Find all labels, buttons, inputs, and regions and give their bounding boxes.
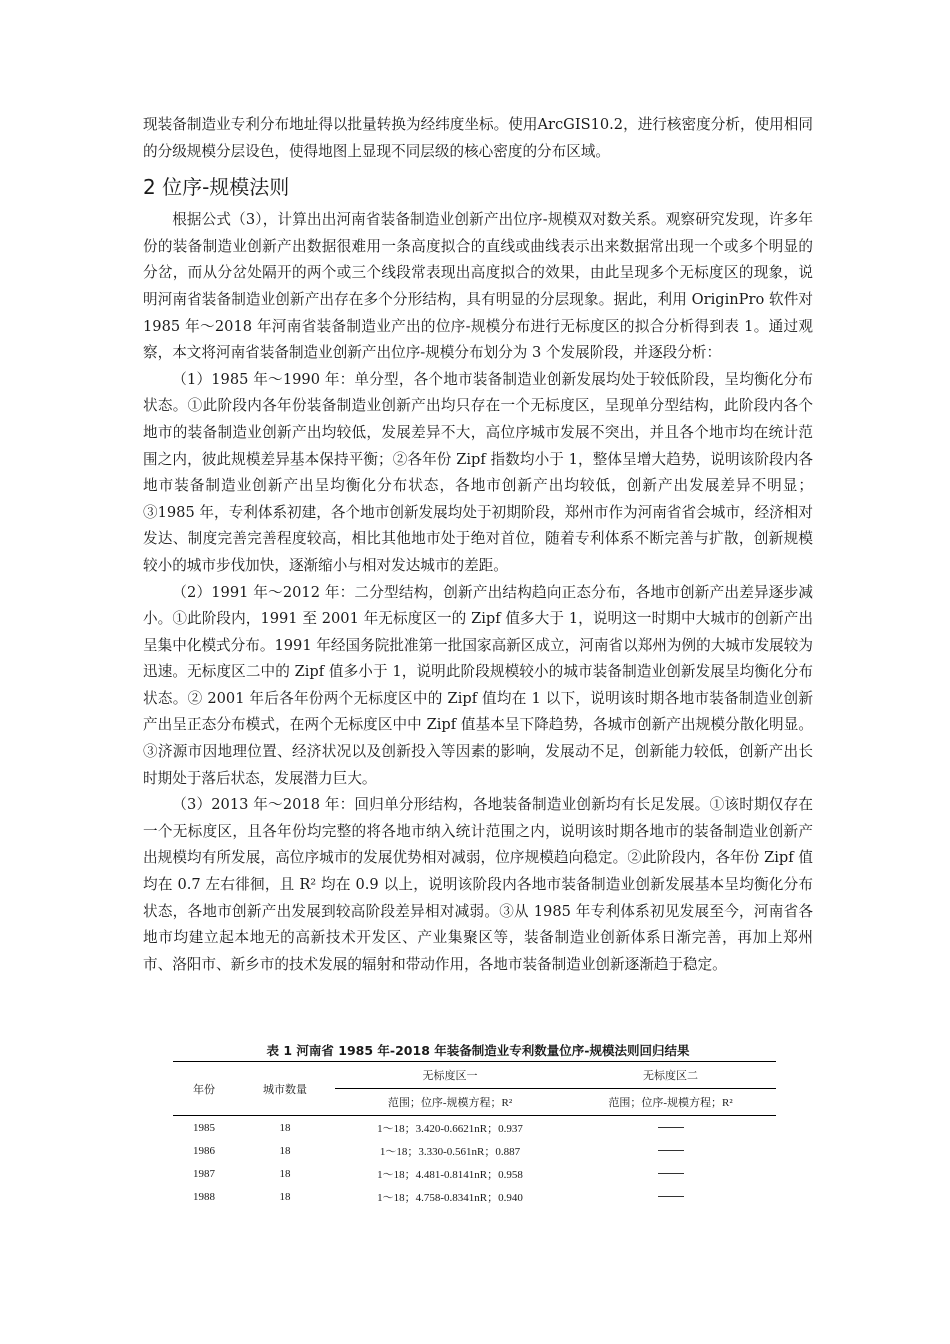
- table-caption: 表 1 河南省 1985 年-2018 年装备制造业专利数量位序-规模法则回归结果: [266, 1043, 690, 1058]
- empty-dash: [658, 1127, 684, 1128]
- header-zone-2: 无标度区二: [565, 1062, 776, 1089]
- cell-zone-1: 1～18；3.330-0.561nR；0.887: [379, 1145, 521, 1158]
- cell-zone-1: 1～18；3.420-0.6621nR；0.937: [377, 1122, 523, 1135]
- header-zone-1: 无标度区一: [335, 1062, 565, 1089]
- paragraph-stage-2: （2）1991 年～2012 年：二分型结构，创新产出结构趋向正态分布，各地市创新产出差异逐步减小。①此阶段内，1991 至 2001 年无标度区一的 Zipf 值多大于 1，说明这一时期中大城市的创新产出呈集中化模式分布。1991 年经国务院批准第一批国家高新区成立，河南省以郑州为例的大城市发展较为迅速。无标度区二中的 Zipf 值多小于 1，说明此阶段规模较小的城市装备制造业创新发展呈均衡化分布状态。② 2001 年后各年份两个无标度区中的 Zipf 值均在 1 以下，说明该时期各地市装备制造业创新产出呈正态分布模式，在两个无标度区中中 Zipf 值基本呈下降趋势，各城市创新产出规模分散化明显。③济源市因地理位置、经济状况以及创新投入等因素的影响，发展动不足，创新能力较低，创新产出长时期处于落后状态，发展潜力巨大。: [143, 583, 813, 787]
- cell-zone-1: 1～18；4.481-0.8141nR；0.958: [377, 1168, 523, 1181]
- cell-zone-1: 1～18；4.758-0.8341nR；0.940: [377, 1191, 523, 1204]
- cell-year: 1986: [193, 1144, 215, 1157]
- regression-table: [173, 1061, 776, 1208]
- paragraph-stage-1: （1）1985 年～1990 年：单分型，各个地市装备制造业创新发展均处于较低阶段，呈均衡化分布状态。①此阶段内各年份装备制造业创新产出均只存在一个无标度区，呈现单分型结构，此阶段内各个地市的装备制造业创新产出均较低，发展差异不大，高位序城市发展不突出，并且各个地市均在统计范围之内，彼此规模差异基本保持平衡；②各年份 Zipf 指数均小于 1，整体呈增大趋势，说明该阶段内各地市装备制造业创新产出呈均衡化分布状态，各地市创新产出均较低，创新产出发展差异不明显；③1985 年，专利体系初建，各个地市创新发展均处于初期阶段，郑州市作为河南省省会城市，经济相对发达、制度完善完善程度较高，相比其他地市处于绝对首位，随着专利体系不断完善与扩散，创新规模较小的城市步伐加快，逐渐缩小与相对发达城市的差距。: [143, 370, 813, 574]
- cell-count: 18: [279, 1167, 291, 1180]
- cell-zone-2: [565, 1139, 776, 1162]
- paragraph-1: 根据公式（3），计算出出河南省装备制造业创新产出位序-规模双对数关系。观察研究发现，许多年份的装备制造业创新产出数据很难用一条高度拟合的直线或曲线表示出来数据常出现一个或多个明显的分岔，而从分岔处隔开的两个或三个线段常表现出高度拟合的效果，由此呈现多个无标度区的现象，说明河南省装备制造业创新产出存在多个分形结构，具有明显的分层现象。据此，利用 OriginPro 软件对 1985 年～2018 年河南省装备制造业产出的位序-规模分布进行无标度区的拟合分析得到表 1。通过观察，本文将河南省装备制造业创新产出位序-规模分布划分为 3 个发展阶段，并逐段分析：: [143, 211, 813, 362]
- table-row: [173, 1116, 776, 1140]
- cell-year: 1988: [193, 1190, 215, 1203]
- header-city-count: 城市数量: [235, 1062, 335, 1116]
- cell-year: 1985: [193, 1121, 215, 1134]
- table-row: [173, 1139, 776, 1162]
- table-row: [173, 1185, 776, 1208]
- subheader-zone-2: 范围；位序-规模方程；R²: [565, 1089, 776, 1116]
- cell-zone-2: [565, 1185, 776, 1208]
- header-year: 年份: [173, 1062, 235, 1116]
- body-text: [143, 112, 813, 978]
- paragraph-stage-3: （3）2013 年～2018 年：回归单分形结构，各地装备制造业创新均有长足发展。①该时期仅存在一个无标度区，且各年份均完整的将各地市纳入统计范围之内，说明该时期各地市的装备制造业创新产出规模均有所发展，高位序城市的发展优势相对减弱，位序规模趋向稳定。②此阶段内，各年份 Zipf 值均在 0.7 左右徘徊，且 R² 均在 0.9 以上，说明该阶段内各地市装备制造业创新发展基本呈均衡化分布状态，各地市创新产出发展到较高阶段差异相对减弱。③从 1985 年专利体系初见发展至今，河南省各地市均建立起本地无的高新技术开发区、产业集聚区等，装备制造业创新体系日渐完善，再加上郑州市、洛阳市、新乡市的技术发展的辐射和带动作用，各地市装备制造业创新逐渐趋于稳定。: [143, 796, 813, 973]
- empty-dash: [658, 1150, 684, 1151]
- cell-zone-2: [565, 1116, 776, 1140]
- table-row: [173, 1162, 776, 1185]
- empty-dash: [658, 1196, 684, 1197]
- cell-count: 18: [279, 1190, 291, 1203]
- cell-count: 18: [279, 1144, 291, 1157]
- cell-zone-2: [565, 1162, 776, 1185]
- empty-dash: [658, 1173, 684, 1174]
- subheader-zone-1: 范围；位序-规模方程；R²: [335, 1089, 565, 1116]
- section-heading: 2 位序-规模法则: [143, 175, 290, 200]
- paragraph-intro: 现装备制造业专利分布地址得以批量转换为经纬度坐标。使用ArcGIS10.2，进行核密度分析，使用相同的分级规模分层设色，使得地图上显现不同层级的核心密度的分布区域。: [143, 116, 813, 160]
- cell-count: 18: [279, 1121, 291, 1134]
- cell-year: 1987: [193, 1167, 215, 1180]
